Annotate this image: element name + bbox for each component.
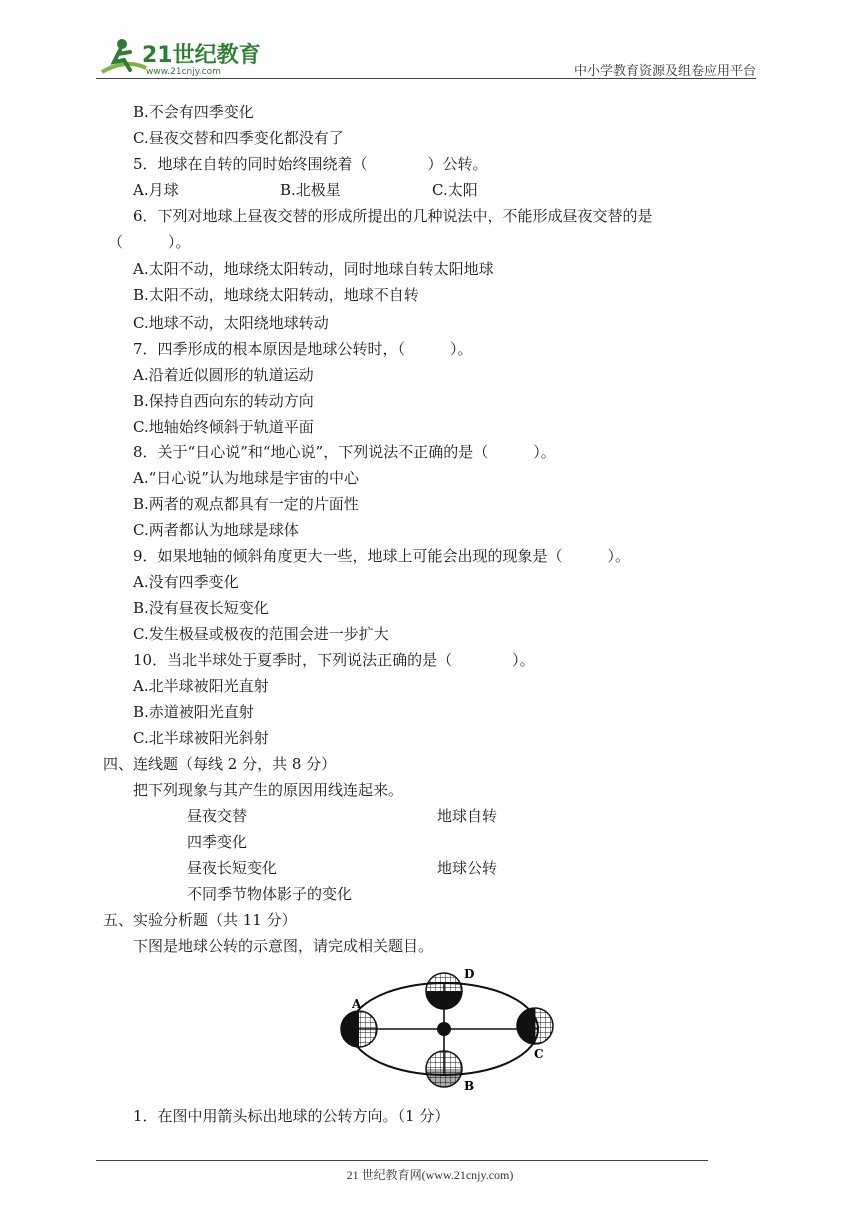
q5-stem: 5．地球在自转的同时始终围绕着（ ）公转。: [133, 155, 488, 173]
q6-stem: 6．下列对地球上昼夜交替的形成所提出的几种说法中，不能形成昼夜交替的是: [133, 207, 653, 225]
q9-option-a: A.没有四季变化: [133, 573, 239, 591]
logo-text: 21世纪教育: [142, 43, 261, 68]
logo-graphic: [96, 32, 266, 80]
section-4-instruction: 把下列现象与其产生的原因用线连起来。: [133, 781, 404, 799]
q10-option-a: A.北半球被阳光直射: [133, 677, 269, 695]
earth-a-icon: [341, 1011, 377, 1047]
sun-icon: [437, 1022, 451, 1036]
match-left-1: 昼夜交替: [187, 807, 248, 825]
section-5-instruction: 下图是地球公转的示意图，请完成相关题目。: [133, 937, 434, 955]
match-left-2: 四季变化: [187, 833, 248, 851]
sub-question-1: 1．在图中用箭头标出地球的公转方向。（1 分）: [133, 1107, 450, 1125]
q9-option-b: B.没有昼夜长短变化: [133, 599, 269, 617]
q9-option-c: C.发生极昼或极夜的范围会进一步扩大: [133, 625, 389, 643]
q7-stem: 7．四季形成的根本原因是地球公转时，（ ）。: [133, 340, 473, 358]
match-right-2: 地球公转: [437, 859, 498, 877]
q8-option-b: B.两者的观点都具有一定的片面性: [133, 495, 359, 513]
q6-option-b: B.太阳不动，地球绕太阳转动，地球不自转: [133, 286, 419, 304]
footer-divider: [96, 1160, 708, 1161]
q6-option-a: A.太阳不动，地球绕太阳转动，同时地球自转太阳地球: [133, 260, 494, 278]
earth-b-icon: [426, 1051, 462, 1087]
q10-option-b: B.赤道被阳光直射: [133, 703, 254, 721]
q8-option-c: C.两者都认为地球是球体: [133, 521, 299, 539]
q8-option-a: A.“日心说”认为地球是宇宙的中心: [133, 469, 359, 487]
q4-option-c: C.昼夜交替和四季变化都没有了: [133, 129, 344, 147]
platform-tagline: 中小学教育资源及组卷应用平台: [573, 64, 756, 79]
q7-option-b: B.保持自西向东的转动方向: [133, 392, 314, 410]
site-logo: [96, 32, 266, 80]
q7-option-c: C.地轴始终倾斜于轨道平面: [133, 418, 314, 436]
match-right-1: 地球自转: [437, 807, 498, 825]
q7-option-a: A.沿着近似圆形的轨道运动: [133, 366, 314, 384]
label-b: B: [464, 1079, 475, 1092]
q6-stem-cont: （ ）。: [108, 233, 191, 251]
section-5-heading: 五、实验分析题（共 11 分）: [103, 911, 297, 929]
q6-option-c: C.地球不动，太阳绕地球转动: [133, 314, 329, 332]
earth-d-icon: [426, 973, 462, 1009]
section-4-heading: 四、连线题（每线 2 分，共 8 分）: [103, 755, 337, 773]
match-left-4: 不同季节物体影子的变化: [187, 885, 353, 903]
q5-option-a: A.月球: [133, 181, 179, 199]
label-c: C: [534, 1047, 544, 1061]
match-left-3: 昼夜长短变化: [187, 859, 278, 877]
footer-text[interactable]: 21 世纪教育网(www.21cnjy.com): [346, 1168, 514, 1182]
q9-stem: 9．如果地轴的倾斜角度更大一些，地球上可能会出现的现象是（ ）。: [133, 547, 631, 565]
logo-sub: www.21cnjy.com: [146, 67, 221, 77]
q8-stem: 8．关于“日心说”和“地心说”，下列说法不正确的是（ ）。: [133, 443, 556, 461]
q5-option-c: C.太阳: [432, 181, 478, 199]
label-d: D: [464, 967, 475, 981]
q5-option-b: B.北极星: [280, 181, 341, 199]
q4-option-b: B.不会有四季变化: [133, 103, 254, 121]
label-a: A: [352, 997, 362, 1011]
earth-orbit-diagram: [330, 962, 560, 1092]
header-divider: [96, 78, 756, 79]
q10-stem: 10．当北半球处于夏季时，下列说法正确的是（ ）。: [133, 651, 535, 669]
earth-c-icon: [517, 1008, 553, 1044]
q10-option-c: C.北半球被阳光斜射: [133, 729, 269, 747]
